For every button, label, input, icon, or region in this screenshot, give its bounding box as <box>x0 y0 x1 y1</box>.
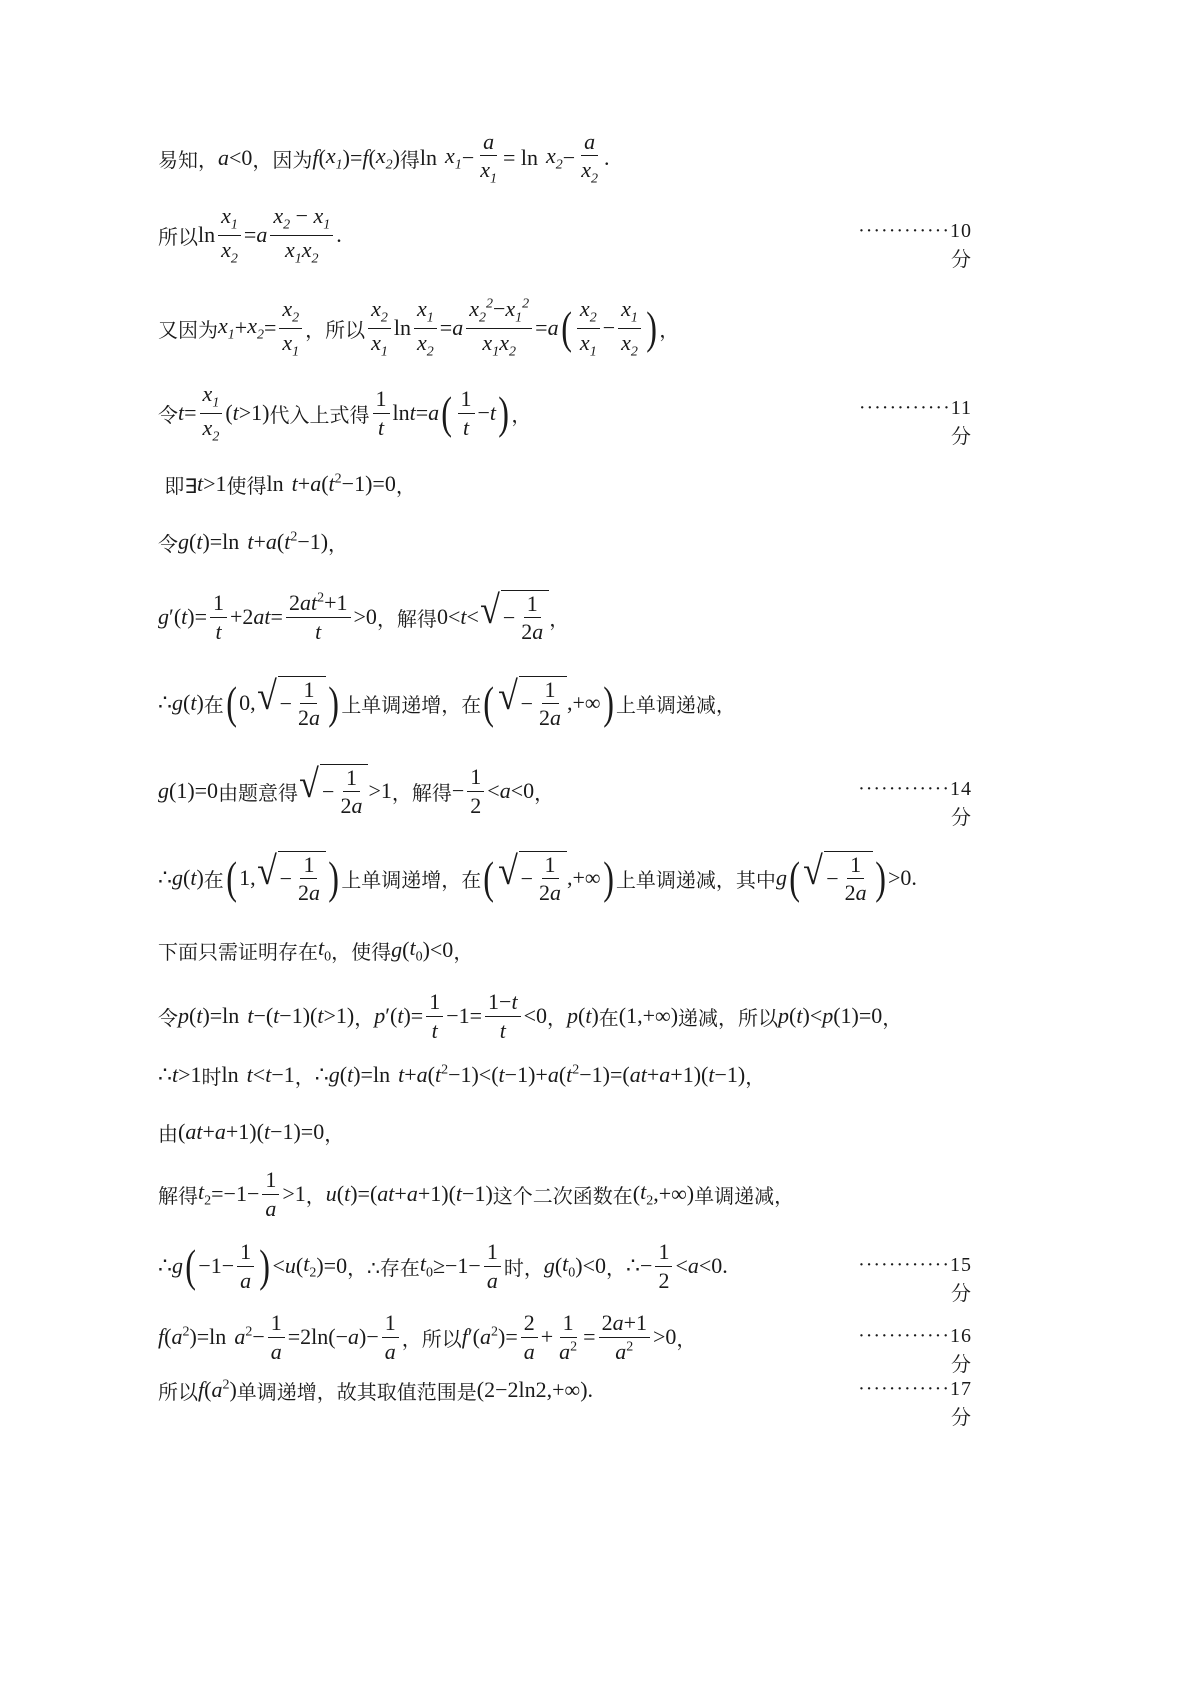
line-2: 所以 ln $\frac{x_1}{x_2}$ = a $\frac{x_2 - x_1}{x_1x_2}$ . <box>158 203 342 266</box>
line-13: ∴ t >1 时 ln t < t −1 ， ∴ g ( t )=ln t + a ( $t^2$ −1)<( t −1)+ a ( $t^2$ −1)=( at + a +1)( t −1) ， <box>158 1062 766 1089</box>
line-4: 令 t = $\frac{x_1}{x_2}$ ( t >1) 代入上式得 $\frac{1}{t}$ ln t = a ( $\frac{1}{t}$ − t ) ， <box>158 381 532 444</box>
line-14: 由 ( at + a +1)( t −1)=0 ， <box>158 1119 345 1146</box>
line-12: 令 p ( t )=ln t −( t −1)( t >1) ， p ′( t )= $\frac{1}{t}$ −1= $\frac{1-t}{t}$ <0 ， p ( t ) 在 (1,+∞) 递减，所以 p ( t )< p (1)=0 ， <box>158 989 903 1043</box>
line-17: f ( $a^2$ )=ln $a^2$ − $\frac{1}{a}$ =2ln(− a )− $\frac{1}{a}$ ，所以 f ′( $a^2$ )= $\frac{2}{a}$ + $\frac{1}{a^2}$ = $\frac{2a+1}{a^2}$ >0 ， <box>158 1310 697 1364</box>
line-1: 易知， a <0 ，因为 f ( $x_1$ )= f ( $x_2$ ) 得 ln $x_1$ − $\frac{a}{x_1}$ = ln $x_2$ − $\frac{a}{x_2}$ . <box>158 128 610 187</box>
line-18: 所以 f ( $a^2$ ) 单调递增，故其取值范围是 (2−2ln2,+∞). <box>158 1377 594 1404</box>
line-6: 令 g ( t )=ln t + a ( $t^2$ −1) ， <box>158 529 349 556</box>
line-10: ∴ g ( t ) 在 ( 1, √ − $\frac{1}{2a}$ ) 上单调递增，在 ( √ − $\frac{1}{2a}$ ,+∞ ) 上单调递减，其中 g ( √ − $\frac{1}{2a}$ ) >0. <box>158 847 917 905</box>
line-16: ∴ g ( −1− $\frac{1}{a}$ ) < u ( $t_2$ )=0 ，∴存在 $t_0$ ≥−1− $\frac{1}{a}$ 时， g ( $t_0$ )<0 ， ∴− $\frac{1}{2}$ < a <0. <box>158 1239 728 1293</box>
score-11: ············11 分 <box>858 397 972 448</box>
score-10: ············10 分 <box>858 220 972 271</box>
score-17: ············17 分 <box>858 1378 972 1429</box>
line-15: 解得 $t_2$ =−1− $\frac{1}{a}$ >1 ， u ( t )=( at + a +1)( t −1) 这个二次函数在 ( $t_2$ ,+∞) 单调递减， <box>158 1167 795 1221</box>
score-16: ············16 分 <box>858 1325 972 1376</box>
score-14: ············14 分 <box>858 778 972 829</box>
line-7: g ′( t )= $\frac{1}{t}$ +2 at = $\frac{2at^2+1}{t}$ >0 ，解得 0< t < √ − $\frac{1}{2a}$ ， <box>158 586 570 644</box>
line-3: 又因为 $x_1$ + $x_2$ = $\frac{x_2}{x_1}$ ，所以 $\frac{x_2}{x_1}$ ln $\frac{x_1}{x_2}$ = a $\frac{x_2^2-x_1^2}{x_1x_2}$ = a ( $\frac{x_2}{x_1}$ − $\frac{x_1}{x_2}$ ) ， <box>158 296 680 359</box>
score-15: ············15 分 <box>858 1254 972 1305</box>
line-9: g (1)=0 由题意得 √ − $\frac{1}{2a}$ >1 ，解得 − $\frac{1}{2}$ < a <0 ， <box>158 760 555 818</box>
line-8: ∴ g ( t ) 在 ( 0, √ − $\frac{1}{2a}$ ) 上单调递增，在 ( √ − $\frac{1}{2a}$ ,+∞ ) 上单调递减， <box>158 672 736 730</box>
line-11: 下面只需证明存在 $t_0$ ，使得 g ( $t_0$ )<0 ， <box>158 934 474 965</box>
line-5: 即∃ t >1 使得 ln t + a ( $t^2$ −1)=0 ， <box>158 471 416 498</box>
